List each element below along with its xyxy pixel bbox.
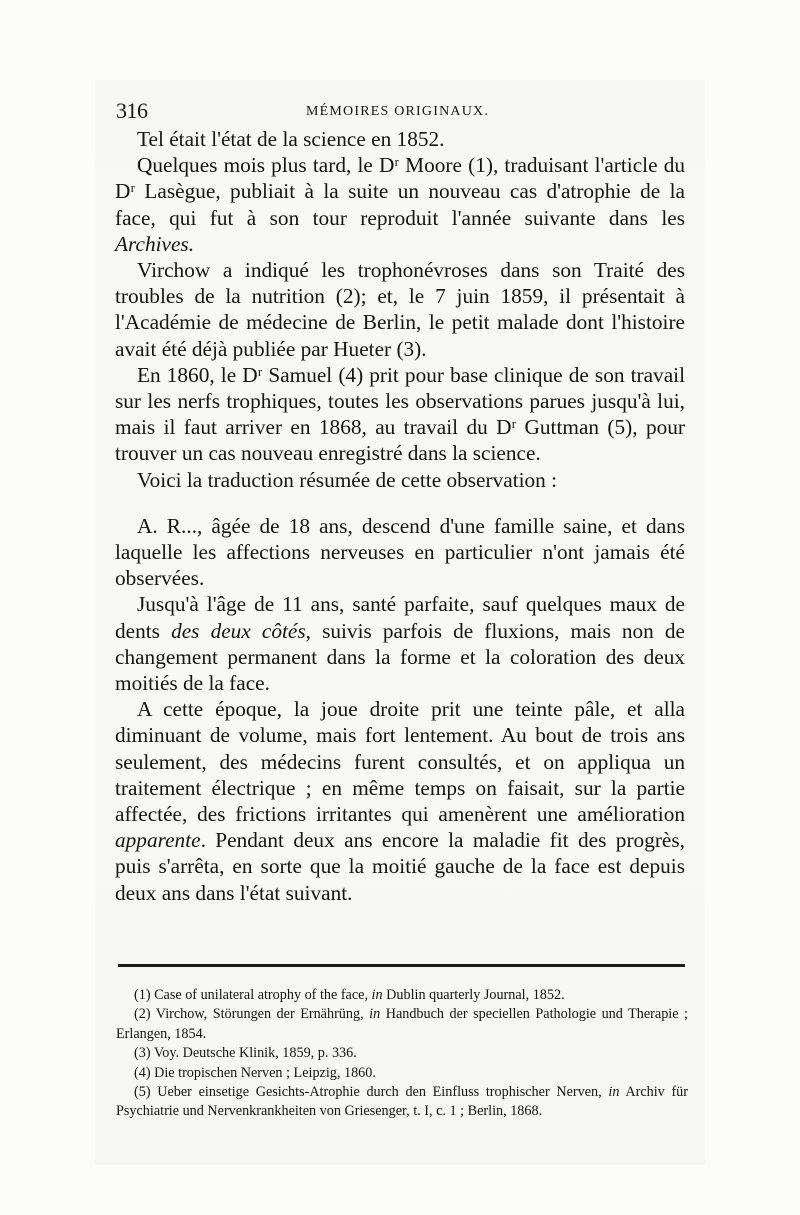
- footnote-5: (5) Ueber einsetige Gesichts-Atrophie durch den Einfluss trophischer Nerven, in Archiv für Psychiatrie und Nervenkrankheiten von Griesenger, t. I, c. 1 ; Berlin, 1868.: [116, 1084, 688, 1120]
- footnote-3: (3) Voy. Deutsche Klinik, 1859, p. 336.: [134, 1045, 357, 1062]
- page-number: 316: [116, 98, 148, 123]
- footnote-4: (4) Die tropischen Nerven ; Leipzig, 1860.: [134, 1064, 376, 1081]
- paragraph-2: Quelques mois plus tard, le Dʳ Moore (1), traduisant l'article du Dʳ Lasègue, publiait à la suite un nouveau cas d'atrophie de la face, qui fut à son tour reproduit l'année suivante dans les Archives.: [115, 153, 685, 256]
- archives-italic: Archives.: [115, 231, 195, 256]
- paragraph-4: En 1860, le Dʳ Samuel (4) prit pour base clinique de son travail sur les nerfs trophiques, toutes les observations parues jusqu'à lui, mais il faut arriver en 1868, au travail du Dʳ Guttman (5), pour trouver un cas nouveau enregistré dans la science.: [115, 362, 685, 466]
- paragraph-5: Voici la traduction résumée de cette observation :: [137, 467, 558, 492]
- paragraph-3: Virchow a indiqué les trophonévroses dans son Traité des troubles de la nutrition (2); et, le 7 juin 1859, il présentait à l'Académie de médecine de Berlin, le petit malade dont l'histoire avait été déjà publiée par Hueter (3).: [115, 258, 685, 361]
- running-title: MÉMOIRES ORIGINAUX.: [306, 104, 490, 119]
- footnote-rule: [118, 964, 685, 967]
- paragraph-1: Tel était l'état de la science en 1852.: [137, 127, 445, 151]
- footnotes: [116, 986, 688, 1122]
- paragraph-6: A. R..., âgée de 18 ans, descend d'une famille saine, et dans laquelle les affections nerveuses en particulier n'ont jamais été observées.: [115, 513, 685, 591]
- apparente-italic: apparente: [115, 828, 201, 853]
- footnote-1: (1) Case of unilateral atrophy of the face, in Dublin quarterly Journal, 1852.: [134, 987, 565, 1003]
- deux-cotes-italic: des deux côtés: [171, 618, 306, 643]
- body-text: [115, 126, 685, 906]
- page-header: [116, 98, 694, 124]
- footnote-2: (2) Virchow, Störungen der Ernährüng, in Handbuch der speciellen Pathologie und Therapie ; Erlangen, 1854.: [116, 1006, 688, 1042]
- paragraph-8: A cette époque, la joue droite prit une teinte pâle, et alla diminuant de volume, mais fort lentement. Au bout de trois ans seulement, des médecins furent consultés, et on appliqua un traitement électrique ; en même temps on faisait, sur la partie affectée, des frictions irritantes qui amenèrent une amélioration apparente. Pendant deux ans encore la maladie fit des progrès, puis s'arrêta, en sorte que la moitié gauche de la face est depuis deux ans dans l'état suivant.: [115, 697, 685, 905]
- paragraph-7: Jusqu'à l'âge de 11 ans, santé parfaite, sauf quelques maux de dents des deux côtés, suivis parfois de fluxions, mais non de changement permanent dans la forme et la coloration des deux moitiés de la face.: [115, 592, 686, 696]
